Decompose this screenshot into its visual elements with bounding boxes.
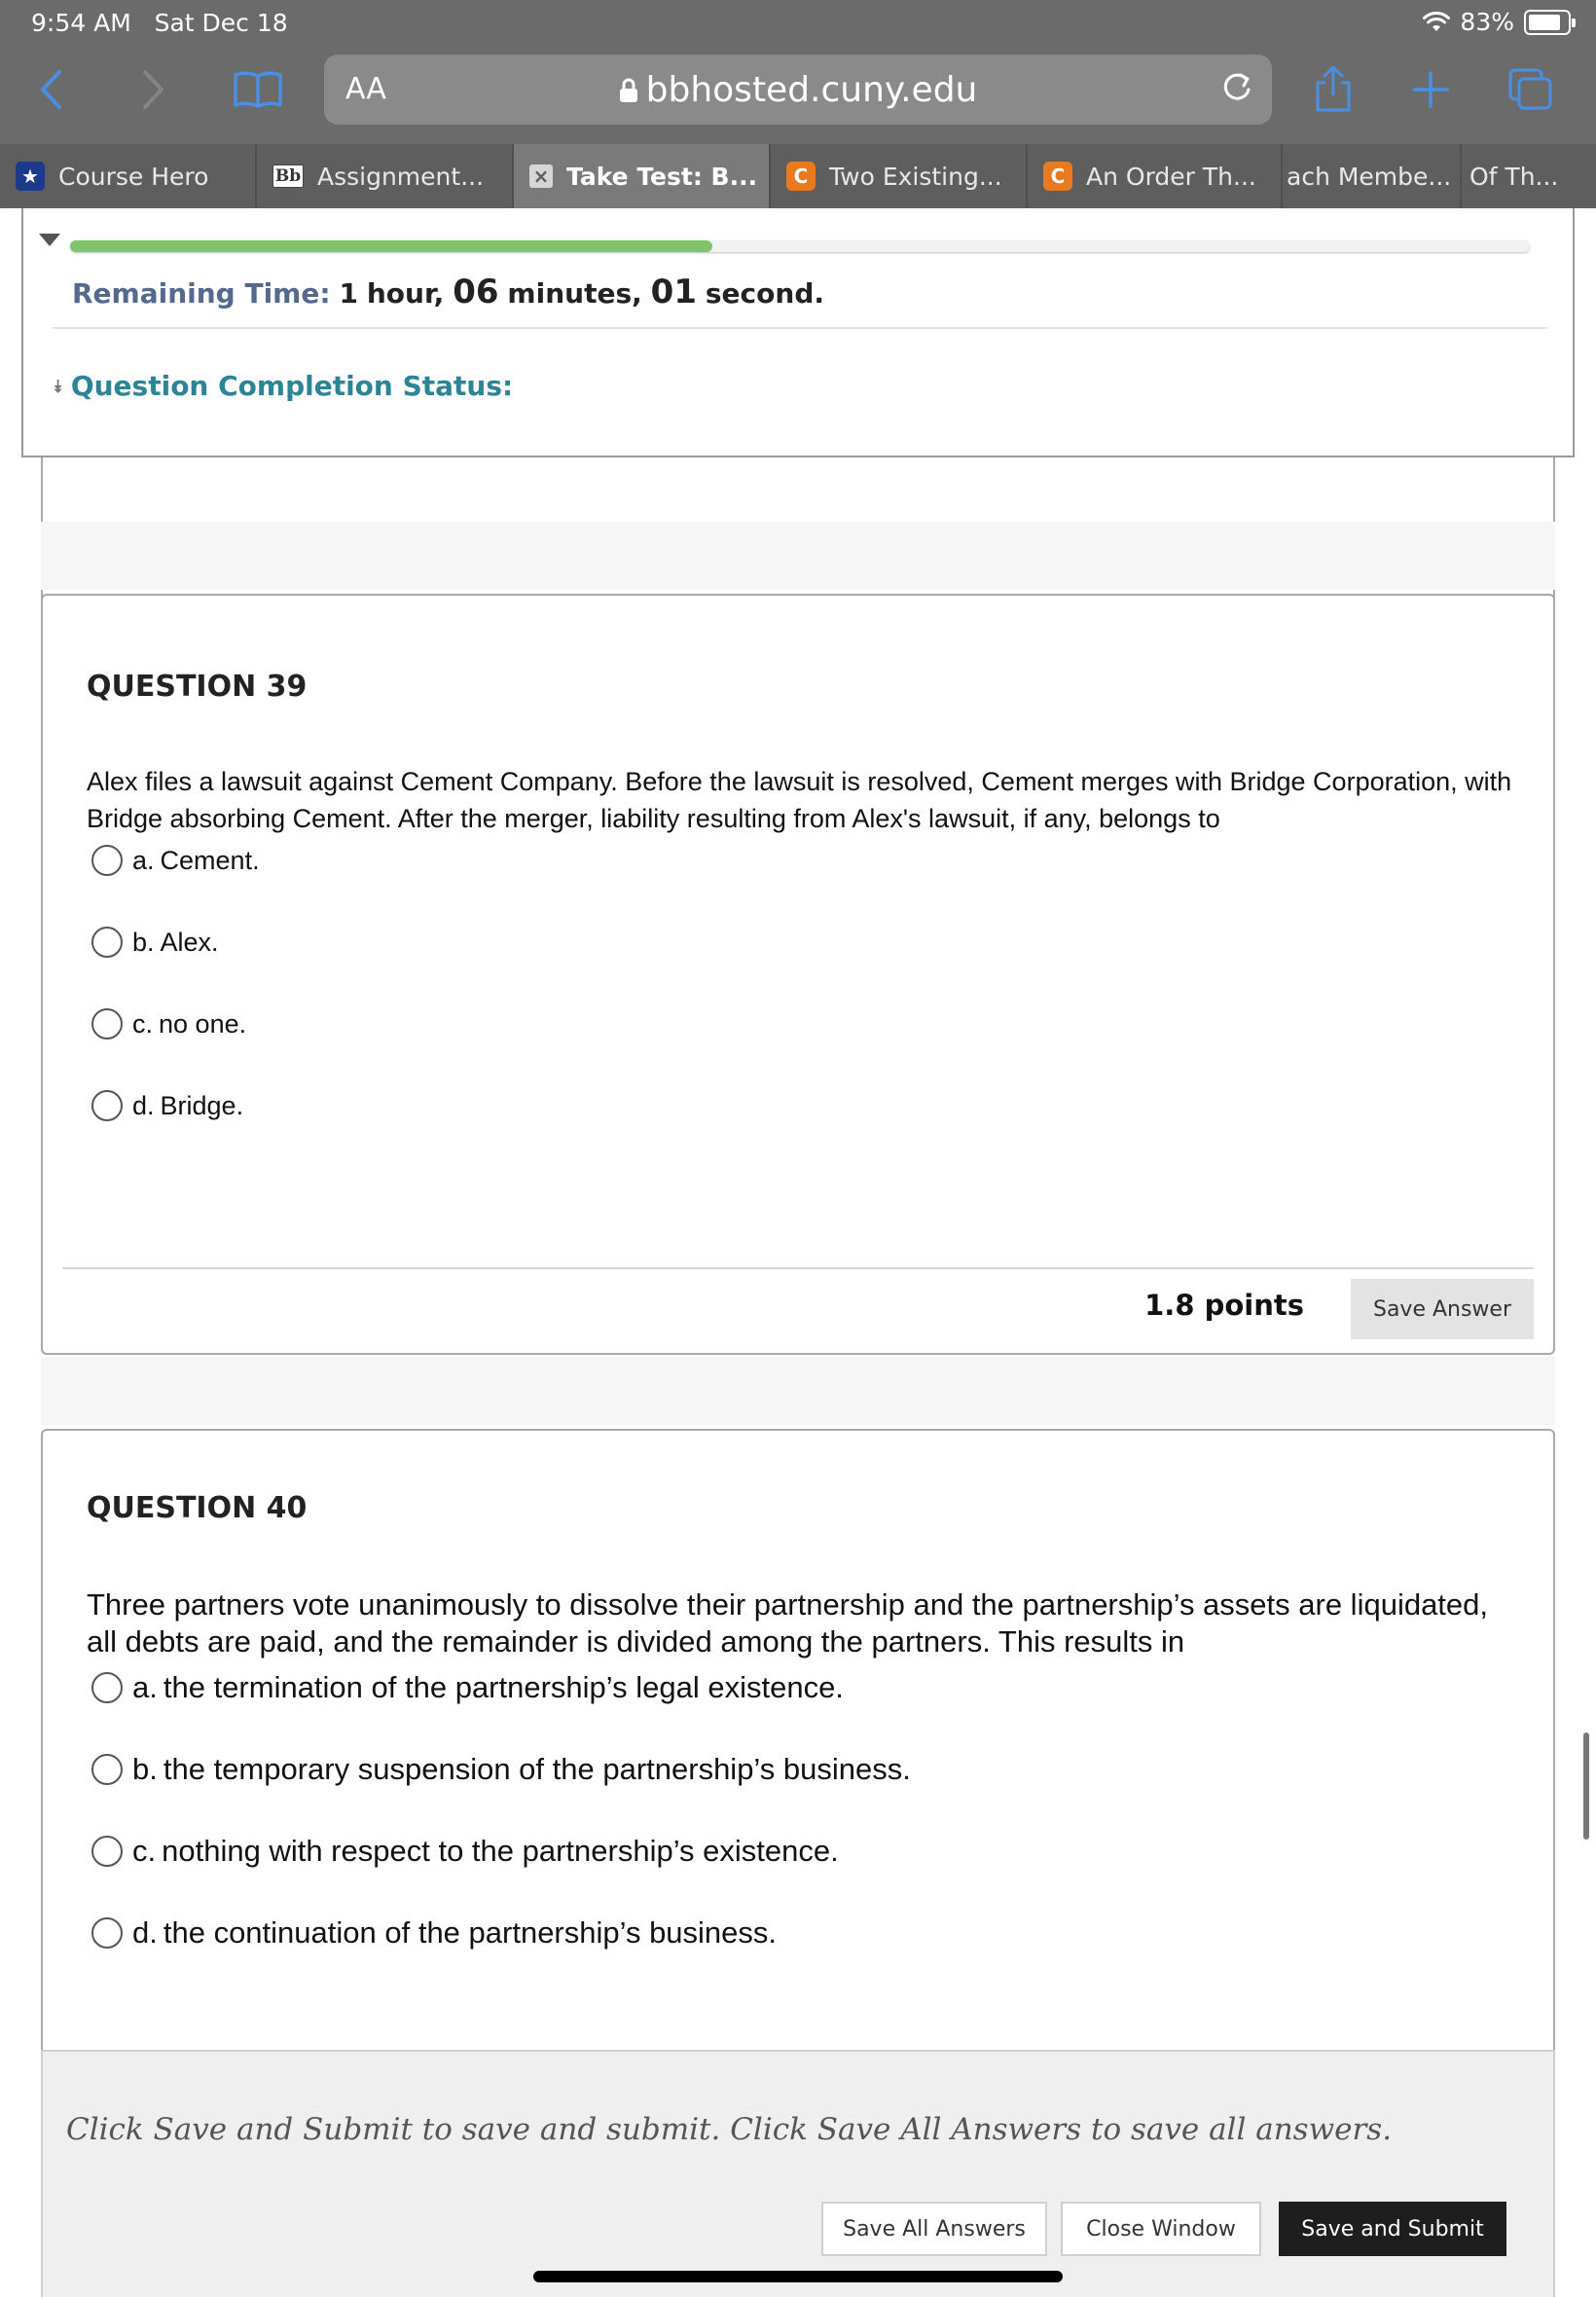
question-points: 1.8 points <box>1144 1289 1304 1322</box>
tab-assignment[interactable] <box>257 144 514 208</box>
answer-option-b[interactable]: b. the temporary suspension of the partnership’s business. <box>91 1752 911 1787</box>
share-button[interactable] <box>1304 45 1362 134</box>
tab-take-test[interactable] <box>514 144 771 208</box>
answer-option-c[interactable]: c. nothing with respect to the partnership’s existence. <box>91 1834 839 1869</box>
tab-each-member[interactable] <box>1283 144 1462 208</box>
url-display[interactable]: bbhosted.cuny.edu <box>324 70 1272 110</box>
question-title: QUESTION 40 <box>87 1491 308 1525</box>
answer-option-b[interactable]: b. Alex. <box>91 927 219 958</box>
browser-tab-bar <box>0 144 1596 208</box>
tab-two-existing[interactable] <box>771 144 1028 208</box>
blackboard-icon: Bb <box>272 164 304 188</box>
radio-button[interactable] <box>91 1754 123 1785</box>
answer-option-d[interactable]: d. the continuation of the partnership’s business. <box>91 1915 777 1951</box>
chegg-icon: C <box>786 162 816 191</box>
battery-icon <box>1524 10 1571 35</box>
text-size-button[interactable]: AA <box>345 72 386 106</box>
question-text: Alex files a lawsuit against Cement Company. Before the lawsuit is resolved, Cement merges with Bridge Corporation, with Bridge absorbing Cement. After the merger, liability resulting from Alex's lawsuit, if any, belongs to <box>87 767 1512 833</box>
book-icon <box>233 70 283 109</box>
wifi-icon <box>1423 12 1450 33</box>
home-indicator[interactable] <box>533 2271 1063 2282</box>
chevron-right-icon <box>141 68 166 111</box>
tab-label: Assignment... <box>317 162 485 191</box>
tab-label: Of Th... <box>1469 162 1559 191</box>
close-window-button[interactable]: Close Window <box>1061 2202 1261 2256</box>
tab-label: ach Membe... <box>1287 162 1452 191</box>
timer-panel <box>21 208 1575 457</box>
bookmarks-button[interactable] <box>224 45 292 134</box>
radio-button[interactable] <box>91 1008 123 1039</box>
question-card-40 <box>41 1429 1555 2071</box>
card-spacer <box>41 1357 1555 1425</box>
forward-button[interactable] <box>125 45 183 134</box>
radio-button[interactable] <box>91 1836 123 1867</box>
status-time: 9:54 AM Sat Dec 18 <box>31 9 288 37</box>
save-answer-button[interactable]: Save Answer <box>1351 1279 1534 1339</box>
question-title: QUESTION 39 <box>87 670 308 704</box>
answer-option-a[interactable]: a. Cement. <box>91 845 260 876</box>
reload-icon <box>1215 66 1258 109</box>
tabs-overview-button[interactable] <box>1499 45 1563 134</box>
chegg-icon: C <box>1043 162 1072 191</box>
collapse-caret-icon[interactable] <box>39 234 60 246</box>
answer-option-a[interactable]: a. the termination of the partnership’s legal existence. <box>91 1670 844 1705</box>
time-progress-bar <box>70 240 1530 252</box>
radio-button[interactable] <box>91 927 123 958</box>
question-card-39 <box>41 594 1555 1355</box>
tab-an-order[interactable] <box>1028 144 1283 208</box>
save-all-answers-button[interactable]: Save All Answers <box>821 2202 1047 2256</box>
divider <box>53 327 1547 329</box>
question-footer <box>64 1269 1534 1347</box>
browser-toolbar <box>0 45 1596 144</box>
answer-option-d[interactable]: d. Bridge. <box>91 1090 243 1121</box>
time-progress-fill <box>70 240 712 252</box>
chevron-left-icon <box>38 68 63 111</box>
battery-percent: 83% <box>1460 8 1514 36</box>
answer-option-c[interactable]: c. no one. <box>91 1008 246 1039</box>
submit-panel <box>41 2050 1555 2297</box>
close-tab-icon[interactable]: × <box>529 164 553 188</box>
share-icon <box>1314 65 1353 114</box>
double-chevron-down-icon: ⯯ <box>53 377 63 397</box>
lock-icon <box>619 78 638 103</box>
scrollbar-thumb[interactable] <box>1583 1732 1589 1840</box>
save-and-submit-button[interactable]: Save and Submit <box>1279 2202 1506 2256</box>
tab-label: Course Hero <box>58 162 209 191</box>
submit-instructions: Click Save and Submit to save and submit. Click Save All Answers to save all answers. <box>66 2112 1393 2147</box>
card-spacer <box>41 522 1555 590</box>
ios-status-bar <box>0 0 1596 45</box>
radio-button[interactable] <box>91 845 123 876</box>
tab-label: Take Test: B... <box>566 162 758 191</box>
radio-button[interactable] <box>91 1672 123 1703</box>
address-bar[interactable] <box>324 55 1272 125</box>
plus-icon <box>1412 71 1449 108</box>
radio-button[interactable] <box>91 1090 123 1121</box>
tabs-icon <box>1507 67 1554 112</box>
new-tab-button[interactable] <box>1401 45 1460 134</box>
question-text: Three partners vote unanimously to dissolve their partnership and the partnership’s assets are liquidated, all debts are paid, and the remainder is divided among the partners. This results in <box>87 1587 1489 1659</box>
back-button[interactable] <box>21 45 80 134</box>
remaining-time: Remaining Time: 1 hour, 06 minutes, 01 second. <box>72 273 824 311</box>
radio-button[interactable] <box>91 1917 123 1949</box>
tab-of-the[interactable] <box>1462 144 1596 208</box>
star-icon: ★ <box>16 162 45 191</box>
test-page <box>0 208 1596 2297</box>
tab-label: Two Existing... <box>829 162 1002 191</box>
tab-label: An Order Th... <box>1086 162 1256 191</box>
question-completion-status-toggle[interactable]: ⯯ Question Completion Status: <box>53 370 514 402</box>
reload-button[interactable] <box>1215 66 1258 114</box>
tab-course-hero[interactable] <box>0 144 257 208</box>
